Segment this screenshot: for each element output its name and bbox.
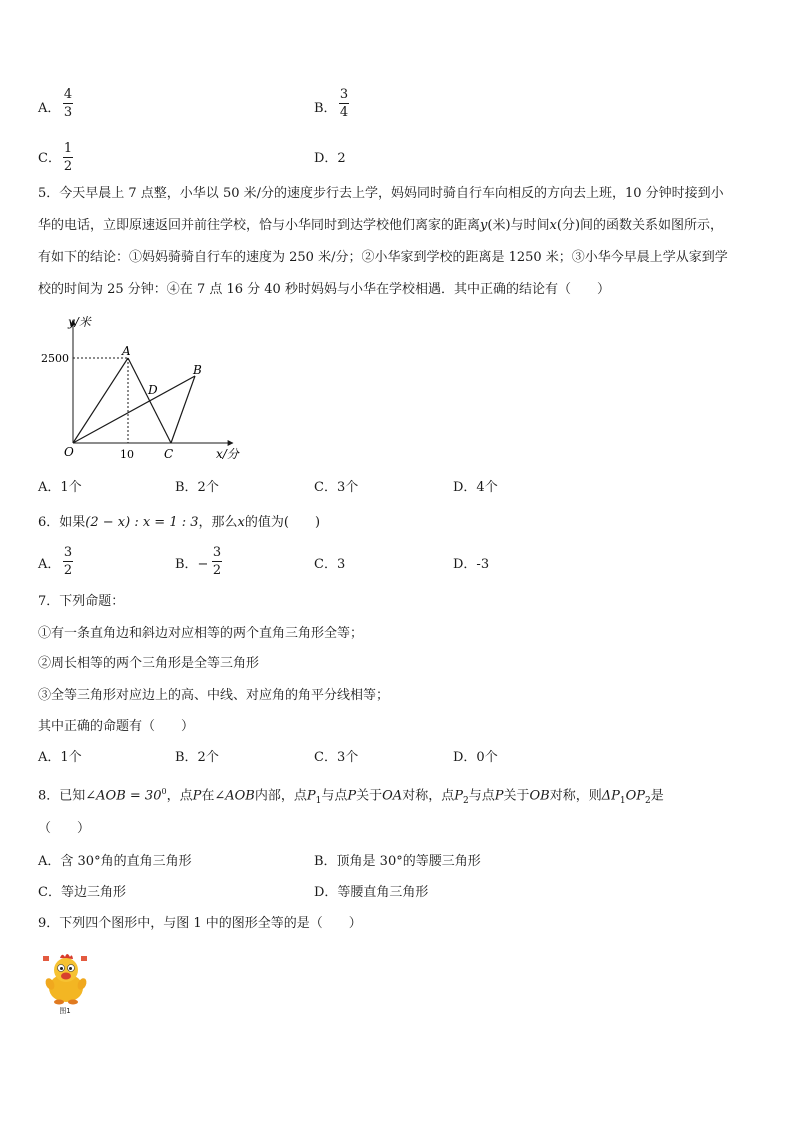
q7-item-3: ③全等三角形对应边上的高、中线、对应角的角平分线相等； (38, 688, 390, 703)
q5-option-a: A．1个 (38, 480, 82, 495)
q7-item-1: ①有一条直角边和斜边对应相等的两个直角三角形全等； (38, 626, 364, 641)
q7-item-2: ②周长相等的两个三角形是全等三角形 (38, 656, 260, 671)
q8-option-b: B．顶角是 30°的等腰三角形 (314, 854, 481, 869)
q4-option-c-numerator: 1 (63, 141, 73, 156)
q7-question: 其中正确的命题有（ ） (38, 719, 195, 734)
q9-figure-caption: 图1 (59, 1007, 71, 1015)
y-tick-2500: 2500 (41, 352, 69, 365)
q7-option-b: B．2个 (175, 750, 219, 765)
q6-option-a-fraction: 3 2 (63, 545, 73, 578)
q5-distance-time-graph (35, 308, 250, 468)
q5-option-b: B．2个 (175, 480, 219, 495)
q9-stem: 9．下列四个图形中，与图 1 中的图形全等的是（ ） (38, 916, 362, 931)
q4-option-c-fraction (63, 142, 73, 173)
q8-stem: 8．已知∠AOB = $30^0$，点P在∠AOB内部，点$P_1$与点P关于OA对称，点$P_2$与点P关于OB对称，则$\Delta P_1OP_2$是 (38, 787, 664, 806)
q4-option-b-numerator: 3 (339, 87, 349, 102)
q4-option-b-label: B． (314, 101, 337, 116)
q8-option-c: C．等边三角形 (38, 885, 126, 900)
q4-option-d: D．2 (314, 151, 346, 166)
q5-line-2: 华的电话，立即原速返回并前往学校，恰与小华同时到达学校他们离家的距离y(米)与时间x(分)间的函数关系如图所示， (38, 218, 724, 233)
origin-label: O (64, 445, 74, 459)
point-a-label: A (122, 344, 131, 358)
x-tick-10: 10 (120, 448, 134, 461)
line-o-b (73, 376, 195, 443)
q4-option-b-fraction (339, 88, 349, 119)
q4-option-a-denominator: 3 (63, 105, 73, 120)
q5-line-4: 校的时间为 25 分钟：④在 7 点 16 分 40 秒时妈妈与小华在学校相遇．其中正确的结论有（ ） (38, 282, 610, 297)
q6-option-b-label: B．− (175, 557, 209, 572)
q9-figure-1-chick-image (40, 950, 90, 1015)
q8-answer-paren: （ ） (38, 821, 91, 836)
q4-option-b-denominator: 4 (339, 105, 349, 120)
q4-option-a-numerator: 4 (63, 87, 73, 102)
q4-option-c-label: C． (38, 151, 61, 166)
q6-option-a-label: A． (38, 557, 61, 572)
q6-option-b-fraction: 3 2 (212, 545, 222, 578)
q8-option-a: A．含 30°角的直角三角形 (38, 854, 192, 869)
q6-option-d: D．-3 (453, 557, 490, 572)
q5-line-1: 5．今天早晨上 7 点整，小华以 50 米/分的速度步行去上学，妈妈同时骑自行车向相反的方向去上班，10 分钟时接到小 (38, 186, 724, 201)
q7-option-c: C．3个 (314, 750, 359, 765)
q7-option-d: D．0个 (453, 750, 498, 765)
y-axis-label: y/米 (68, 315, 91, 329)
q7-stem: 7．下列命题： (38, 594, 125, 609)
q6-stem: 6．如果(2 − x) : x = 1 : 3，那么x的值为( ) (38, 515, 321, 530)
q4-option-a-label: A． (38, 101, 61, 116)
line-o-a (73, 358, 128, 443)
x-axis-label: x/分 (216, 447, 239, 461)
q7-option-a: A．1个 (38, 750, 82, 765)
q5-option-d: D．4个 (453, 480, 498, 495)
q4-option-a-fraction (63, 88, 73, 119)
point-b-label: B (193, 363, 202, 377)
q5-line-3: 有如下的结论：①妈妈骑骑自行车的速度为 250 米/分；②小华家到学校的距离是 1250 米；③小华今早晨上学从家到学 (38, 250, 728, 265)
point-d-label: D (148, 383, 158, 397)
q5-option-c: C．3个 (314, 480, 359, 495)
q8-option-d: D．等腰直角三角形 (314, 885, 429, 900)
q6-option-c: C．3 (314, 557, 346, 572)
line-c-b (171, 376, 195, 443)
point-c-label: C (164, 447, 174, 461)
q6-expression: (2 − x) : x = 1 : 3 (85, 515, 199, 530)
q4-option-c-denominator: 2 (63, 159, 73, 174)
